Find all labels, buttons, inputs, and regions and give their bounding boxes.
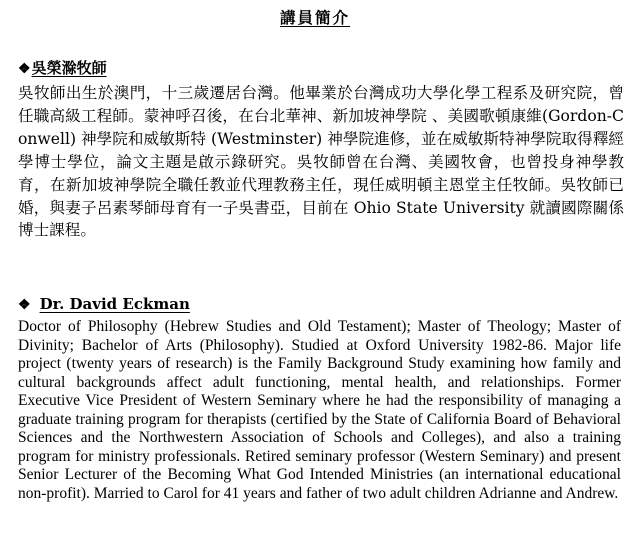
speaker-heading-eckman [18,295,190,313]
page-title: 講員簡介 [279,8,350,27]
speaker-name: 吳榮滁牧師 [31,59,107,77]
diamond-bullet-icon: ❖ [18,61,31,77]
diamond-bullet-icon: ❖ [18,297,31,313]
speaker-name: Dr. David Eckman [39,295,190,313]
speaker-bio-wu: 吳牧師出生於澳門，十三歲遷居台灣。他畢業於台灣成功大學化學工程系及研究院，曾任職高級工程師。蒙神呼召後，在台北華神、新加坡神學院 、美國歌頓康維(Gordon-Conwell) 神學院和威敏斯特 (Westminster) 神學院進修，並在威敏斯特神學院取得釋經學博士學位，論文主題是啟示錄研究。吳牧師曾在台灣、美國牧會，也曾投身神學教育，在新加坡神學院全職任教並代理教務主任，現任威明頓主恩堂主任牧師。吳牧師已婚，與妻子呂素琴師母育有一子吳書亞，目前在 Ohio State University 就讀國際關係博士課程。 [18,84,624,240]
speaker-heading-wu [18,57,107,78]
speaker-bio-eckman: Doctor of Philosophy (Hebrew Studies and Old Testament); Master of Theology; Master of Divinity; Bachelor of Arts (Philosophy). Studied at Oxford University 1982-86. Major life project (twenty years of research) is the Family Background Study examining how family and cultural backgrounds affect adult functioning, mental health, and relationships. Former Executive Vice President of Western Seminary where he had the responsibility of managing a graduate training program for therapists (certified by the State of California Board of Behavioral Sciences and the Northwestern Association of Schools and Colleges), and also a training program for ministry professionals. Retired seminary professor (Western Seminary) and present Senior Lecturer of the Becoming What God Intended Ministries (an international educational non-profit). Married to Carol for 41 years and father of two adult children Adrianne and Andrew. [18,318,621,502]
